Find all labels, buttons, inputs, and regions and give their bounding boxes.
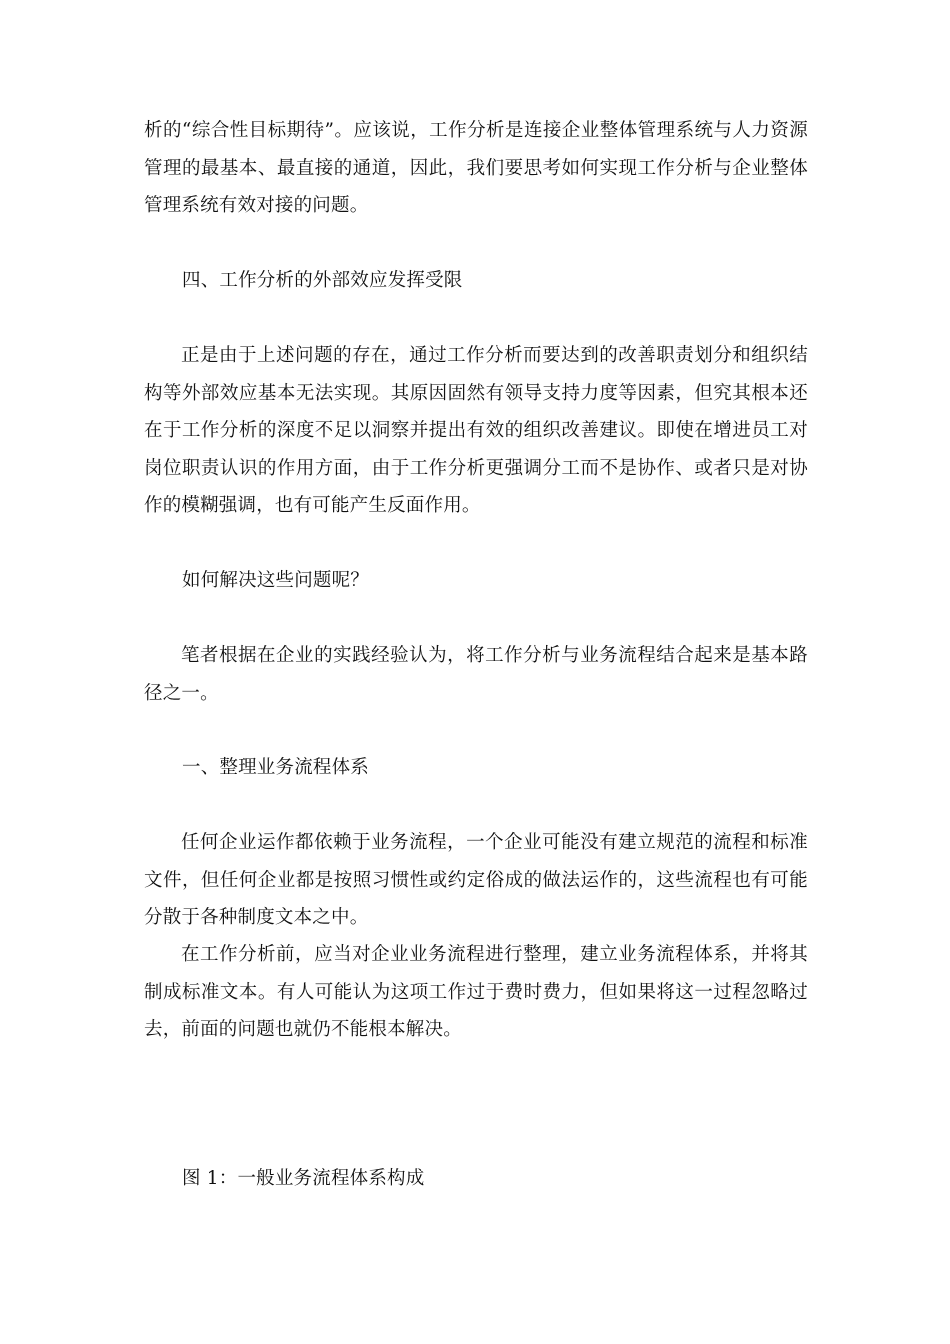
paragraph-continuation: 析的“综合性目标期待”。应该说，工作分析是连接企业整体管理系统与人力资源管理的最基本、最直接的通道，因此，我们要思考如何实现工作分析与企业整体管理系统有效对接的问题。: [144, 120, 808, 216]
figure-caption: 图 1：一般业务流程体系构成: [182, 1168, 425, 1189]
paragraph-author-view: 笔者根据在企业的实践经验认为，将工作分析与业务流程结合起来是基本路径之一。: [144, 645, 808, 704]
question-line: 如何解决这些问题呢？: [182, 570, 370, 591]
paragraph-external-effects: 正是由于上述问题的存在，通过工作分析而要达到的改善职责划分和组织结构等外部效应基本无法实现。其原因固然有领导支持力度等因素，但究其根本还在于工作分析的深度不足以洞察并提出有效的组织改善建议。即使在增进员工对岗位职责认识的作用方面，由于工作分析更强调分工而不是协作、或者只是对协作的模糊强调，也有可能产生反面作用。: [144, 345, 808, 516]
section-heading-four: 四、工作分析的外部效应发挥受限: [182, 270, 463, 291]
paragraph-before-analysis: 在工作分析前，应当对企业业务流程进行整理，建立业务流程体系，并将其制成标准文本。有人可能认为这项工作过于费时费力，但如果将这一过程忽略过去，前面的问题也就仍不能根本解决。: [144, 944, 808, 1040]
paragraph-any-enterprise: 任何企业运作都依赖于业务流程，一个企业可能没有建立规范的流程和标准文件，但任何企业都是按照习惯性或约定俗成的做法运作的，这些流程也有可能分散于各种制度文本之中。: [144, 832, 808, 928]
section-heading-one: 一、整理业务流程体系: [182, 757, 370, 778]
